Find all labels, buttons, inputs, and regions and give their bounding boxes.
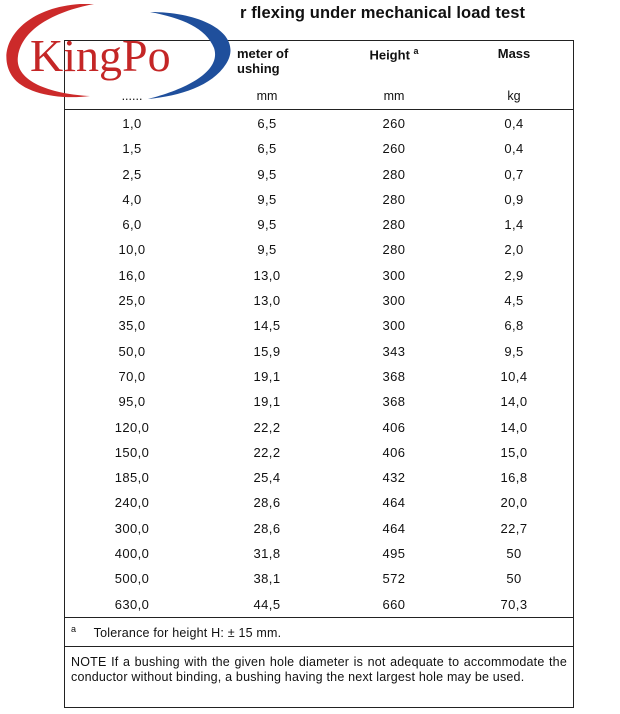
table-cell: 22,7 xyxy=(500,520,528,536)
table-cell: 1,5 xyxy=(122,141,142,157)
table-cell: 19,1 xyxy=(253,368,281,384)
table-cell: 70,0 xyxy=(118,368,146,384)
table-cell: 70,3 xyxy=(500,596,528,612)
table-cell: 6,5 xyxy=(257,141,277,157)
table-cell: 50 xyxy=(506,546,522,562)
table-cell: 120,0 xyxy=(114,419,150,435)
table-cell: 22,2 xyxy=(253,444,281,460)
table-cell: 9,5 xyxy=(257,166,277,182)
table-row xyxy=(65,161,573,186)
table-row xyxy=(65,591,573,616)
table-row xyxy=(65,262,573,287)
table-cell: 500,0 xyxy=(114,571,150,587)
table-cell: 13,0 xyxy=(253,293,281,309)
table-cell: 14,0 xyxy=(500,394,528,410)
table-cell: 9,5 xyxy=(257,217,277,233)
table-cell: 660 xyxy=(382,596,406,612)
header-height-label: Height xyxy=(369,47,410,63)
footnote-divider xyxy=(65,617,573,618)
table-cell: 240,0 xyxy=(114,495,150,511)
table-cell: 0,9 xyxy=(504,191,524,207)
table-cell: 260 xyxy=(382,116,406,131)
table-cell: 572 xyxy=(382,571,406,587)
table-cell: 50 xyxy=(506,571,522,587)
footnote-text: Tolerance for height H: ± 15 mm. xyxy=(93,626,282,641)
table-cell: 368 xyxy=(382,394,406,410)
table-row xyxy=(65,312,573,337)
table-cell: 150,0 xyxy=(114,444,150,460)
kingpo-logo xyxy=(0,0,240,102)
table-cell: 14,5 xyxy=(253,318,281,334)
table-cell: 4,5 xyxy=(504,293,524,309)
table-cell: 406 xyxy=(382,419,406,435)
note-text: NOTE If a bushing with the given hole diameter is not adequate to accommodate the conductor without binding, a bushing having the next largest hole may be used. xyxy=(71,655,567,684)
table-row xyxy=(65,439,573,464)
table-row xyxy=(65,540,573,565)
bushing-table xyxy=(64,40,574,708)
footnote xyxy=(71,624,567,640)
table-cell: 19,1 xyxy=(253,394,281,410)
table-cell: 25,0 xyxy=(118,293,146,309)
table-cell: 10,0 xyxy=(118,242,146,258)
table-cell: 9,5 xyxy=(257,242,277,258)
table-cell: 185,0 xyxy=(114,470,150,486)
table-cell: 300 xyxy=(382,293,406,309)
table-row xyxy=(65,565,573,590)
table-cell: 464 xyxy=(382,495,406,511)
header-diameter xyxy=(237,46,347,76)
table-cell: 1,0 xyxy=(122,116,142,131)
table-cell: 630,0 xyxy=(114,596,150,612)
header-height-sup: a xyxy=(413,46,419,56)
table-cell: 0,7 xyxy=(504,166,524,182)
table-row xyxy=(65,211,573,236)
table-cell: 260 xyxy=(382,141,406,157)
table-cell: 22,2 xyxy=(253,419,281,435)
table-row xyxy=(65,338,573,363)
table-cell: 300 xyxy=(382,318,406,334)
table-row xyxy=(65,464,573,489)
table-row xyxy=(65,236,573,261)
table-cell: 13,0 xyxy=(253,267,281,283)
header-diameter-line1: meter of xyxy=(237,46,289,61)
table-cell: 16,0 xyxy=(118,267,146,283)
table-title: r flexing under mechanical load test xyxy=(240,4,526,22)
table-cell: 406 xyxy=(382,444,406,460)
table-cell: 280 xyxy=(382,191,406,207)
table-cell: 280 xyxy=(382,242,406,258)
table-cell: 2,5 xyxy=(122,166,142,182)
table-cell: 28,6 xyxy=(253,520,281,536)
table-row xyxy=(65,414,573,439)
table-row xyxy=(65,388,573,413)
table-row xyxy=(65,363,573,388)
table-cell: 2,0 xyxy=(504,242,524,258)
table-body xyxy=(65,110,573,616)
table-cell: 6,0 xyxy=(122,217,142,233)
table-row xyxy=(65,135,573,160)
unit-col4: kg xyxy=(507,89,521,103)
unit-col1: ...... xyxy=(121,89,143,103)
table-cell: 9,5 xyxy=(257,191,277,207)
table-cell: 9,5 xyxy=(504,343,524,359)
table-cell: 14,0 xyxy=(500,419,528,435)
table-cell: 400,0 xyxy=(114,546,150,562)
table-cell: 25,4 xyxy=(253,470,281,486)
table-row xyxy=(65,489,573,514)
table-cell: 300 xyxy=(382,267,406,283)
table-cell: 28,6 xyxy=(253,495,281,511)
table-row xyxy=(65,110,573,135)
table-cell: 20,0 xyxy=(500,495,528,511)
table-cell: 38,1 xyxy=(253,571,281,587)
table-row xyxy=(65,515,573,540)
table-row xyxy=(65,287,573,312)
table-row xyxy=(65,186,573,211)
table-cell: 4,0 xyxy=(122,191,142,207)
table-cell: 432 xyxy=(382,470,406,486)
table-cell: 95,0 xyxy=(118,394,146,410)
table-cell: 6,8 xyxy=(504,318,524,334)
table-cell: 6,5 xyxy=(257,116,277,131)
table-cell: 368 xyxy=(382,368,406,384)
header-diameter-line2: ushing xyxy=(237,61,280,76)
table-cell: 10,4 xyxy=(500,368,528,384)
table-cell: 35,0 xyxy=(118,318,146,334)
table-cell: 0,4 xyxy=(504,141,524,157)
table-cell: 44,5 xyxy=(253,596,281,612)
table-cell: 343 xyxy=(382,343,406,359)
logo-text: KingPo xyxy=(30,30,171,81)
footnote-mark: a xyxy=(71,624,77,634)
table-cell: 280 xyxy=(382,217,406,233)
table-cell: 16,8 xyxy=(500,470,528,486)
table-cell: 280 xyxy=(382,166,406,182)
header-height xyxy=(339,46,449,62)
table-cell: 15,0 xyxy=(500,444,528,460)
table-cell: 50,0 xyxy=(118,343,146,359)
table-cell: 300,0 xyxy=(114,520,150,536)
table-cell: 495 xyxy=(382,546,406,562)
table-cell: 1,4 xyxy=(504,217,524,233)
note-divider xyxy=(65,646,573,647)
unit-col2: mm xyxy=(256,89,278,103)
table-cell: 2,9 xyxy=(504,267,524,283)
table-cell: 31,8 xyxy=(253,546,281,562)
header-mass: Mass xyxy=(497,46,531,61)
table-cell: 15,9 xyxy=(253,343,281,359)
table-cell: 0,4 xyxy=(504,116,524,131)
table-cell: 464 xyxy=(382,520,406,536)
unit-col3: mm xyxy=(383,89,405,103)
